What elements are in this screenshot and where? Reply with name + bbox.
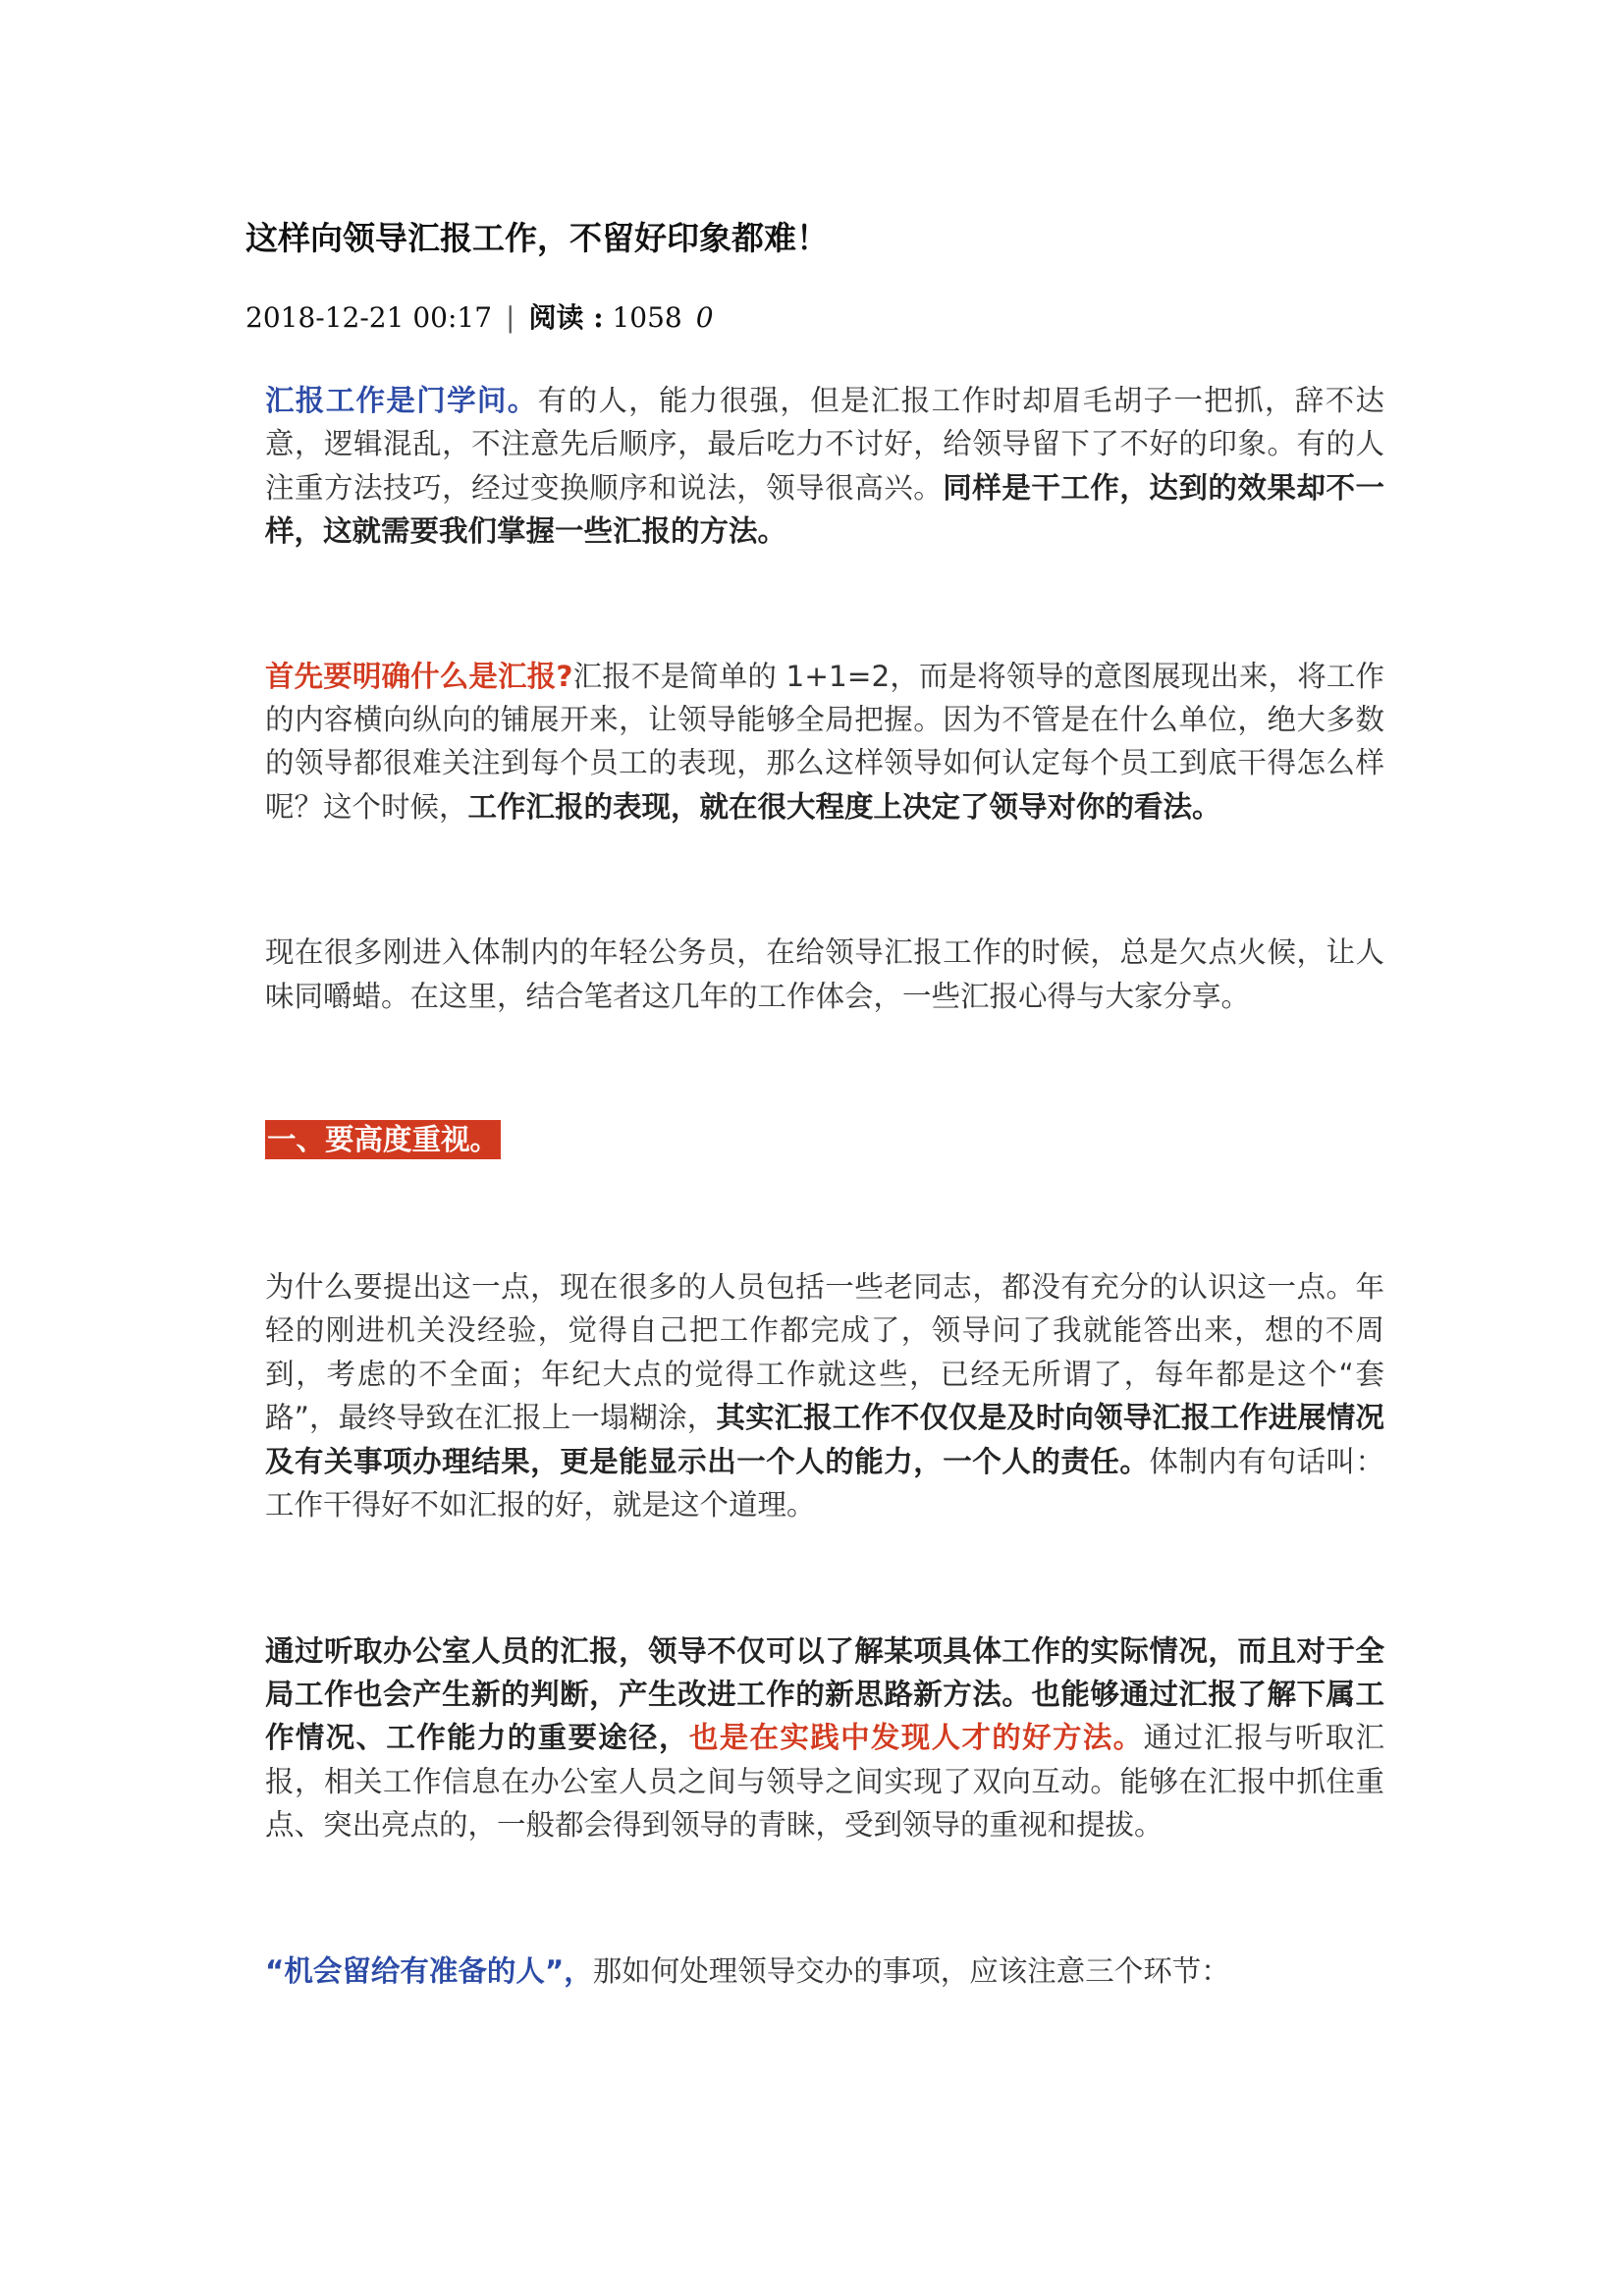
paragraph-text: 现在很多刚进入体制内的年轻公务员，在给领导汇报工作的时候，总是欠点火候，让人味同嚼蜡。在这里，结合笔者这几年的工作体会，一些汇报心得与大家分享。 — [265, 935, 1384, 1013]
paragraph-emphasis: 同样是干工作，达到的效果却不一样，这就需要我们掌握一些汇报的方法。 — [265, 470, 1384, 549]
comments-count[interactable]: 0 — [695, 301, 714, 334]
meta-separator: | — [506, 301, 515, 334]
paragraph-text: 通过汇报与听取汇报，相关工作信息在办公室人员之间与领导之间实现了双向互动。能够在汇报中抓住重点、突出亮点的，一般都会得到领导的青睐，受到领导的重视和提拔。 — [265, 1721, 1384, 1842]
paragraph-lead: 汇报工作是门学问。 — [265, 384, 538, 417]
paragraph-highlight: 也是在实践中发现人才的好方法。 — [688, 1721, 1144, 1755]
paragraph-what-is-report — [265, 655, 1384, 829]
paragraph-text: 为什么要提出这一点，现在很多的人员包括一些老同志，都没有充分的认识这一点。年轻的刚进机关没经验，觉得自己把工作都完成了，领导问了我就能答出来，想的不周到，考虑的不全面；年纪大点的觉得工作就这些，已经无所谓了，每年都是这个“套路”，最终导致在汇报上一塌糊涂， — [265, 1270, 1384, 1435]
article-body — [265, 379, 1384, 1993]
section-heading-wrap — [265, 1120, 1384, 1163]
paragraph-emphasis: 通过听取办公室人员的汇报，领导不仅可以了解某项具体工作的实际情况，而且对于全局工作也会产生新的判断，产生改进工作的新思路新方法。也能够通过汇报了解下属工作情况、工作能力的重要途径， — [265, 1633, 1384, 1755]
article-meta — [245, 296, 714, 340]
paragraph-opportunity — [265, 1949, 1384, 1993]
reads-count: 1058 — [612, 301, 682, 334]
paragraph-emphasis: 工作汇报的表现，就在很大程度上决定了领导对你的看法。 — [467, 789, 1221, 824]
section-heading: 一、要高度重视。 — [265, 1120, 501, 1159]
publish-date: 2018-12-21 00:17 — [245, 301, 493, 334]
article-title: 这样向领导汇报工作，不留好印象都难！ — [245, 219, 829, 257]
paragraph-tail: 体制内有句话叫：工作干得好不如汇报的好，就是这个道理。 — [265, 1444, 1384, 1522]
paragraph-importance — [265, 1265, 1384, 1526]
paragraph-lead: 首先要明确什么是汇报? — [265, 659, 573, 693]
paragraph-text: 那如何处理领导交办的事项，应该注意三个环节： — [592, 1953, 1230, 1988]
paragraph-intro — [265, 379, 1384, 554]
paragraph-emphasis: 其实汇报工作不仅仅是及时向领导汇报工作进展情况及有关事项办理结果，更是能显示出一个人的能力，一个人的责任。 — [265, 1401, 1384, 1478]
paragraph-text: 汇报不是简单的 1+1=2，而是将领导的意图展现出来，将工作的内容横向纵向的铺展开来，让领导能够全局把握。因为不管是在什么单位，绝大多数的领导都很难关注到每个员工的表现，那么这样领导如何认定每个员工到底干得怎么样呢？这个时候， — [265, 659, 1384, 824]
paragraph-text: 有的人，能力很强，但是汇报工作时却眉毛胡子一把抓，辞不达意，逻辑混乱，不注意先后顺序，最后吃力不讨好，给领导留下了不好的印象。有的人注重方法技巧，经过变换顺序和说法，领导很高兴。 — [265, 384, 1384, 505]
paragraph-share — [265, 931, 1384, 1018]
paragraph-listening — [265, 1629, 1384, 1847]
reads-label: 阅读 : — [528, 301, 604, 334]
paragraph-lead: “机会留给有准备的人”， — [265, 1953, 593, 1988]
